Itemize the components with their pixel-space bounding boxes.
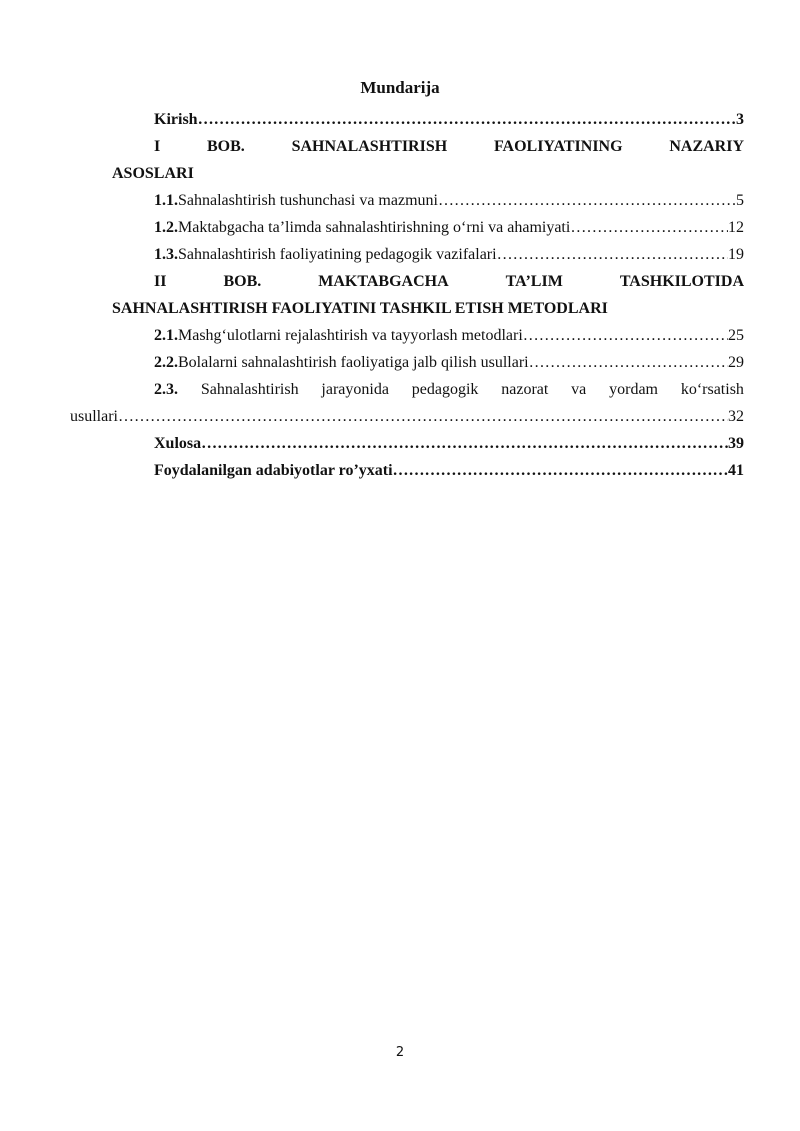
dot-leader [529, 349, 728, 376]
toc-entry-2-3-line1[interactable] [112, 376, 744, 403]
toc-entry-intro[interactable] [112, 106, 744, 133]
section-number: 1.3. [154, 246, 178, 263]
section-number: 2.3. [154, 381, 178, 398]
section-title-word: Sahnalashtirish [200, 381, 299, 398]
section-title-word: va [571, 381, 587, 398]
heading-word: NAZARIY [669, 138, 744, 155]
toc-page-number: 25 [728, 327, 744, 344]
dot-leader [393, 457, 728, 484]
toc-entry-1-2[interactable] [112, 214, 744, 241]
dot-leader [570, 214, 728, 241]
toc-page-number: 12 [728, 219, 744, 236]
section-title: usullari [70, 408, 118, 425]
chapter1-heading-line2: ASOSLARI [112, 165, 194, 182]
section-number: 2.2. [154, 354, 178, 371]
toc-page-number: 29 [728, 354, 744, 371]
heading-word: BOB. [207, 138, 245, 155]
toc-entry-label: Xulosa [154, 435, 202, 452]
toc-page-number: 32 [728, 408, 744, 425]
dot-leader [201, 430, 728, 457]
table-of-contents [70, 106, 744, 484]
toc-entry-label: Kirish [154, 111, 198, 128]
toc-entry-1-3[interactable] [112, 241, 744, 268]
toc-page-number: 5 [736, 192, 744, 209]
toc-entry-2-2[interactable] [112, 349, 744, 376]
section-title-word: nazorat [501, 381, 549, 398]
toc-page-number: 3 [736, 111, 744, 128]
section-title-word: yordam [609, 381, 658, 398]
heading-word: BOB. [223, 273, 262, 290]
toc-entry-2-1[interactable] [112, 322, 744, 349]
dot-leader [497, 241, 728, 268]
toc-entry-1-1[interactable] [112, 187, 744, 214]
heading-word: TASHKILOTIDA [619, 273, 744, 290]
toc-page-number: 39 [728, 435, 744, 452]
dot-leader [118, 403, 728, 430]
section-number: 2.1. [154, 327, 178, 344]
heading-word: MAKTABGACHA [318, 273, 449, 290]
chapter1-heading-line1[interactable] [112, 133, 744, 160]
page-number: 2 [395, 1045, 405, 1060]
section-title: Sahnalashtirish faoliyatining pedagogik vazifalari [178, 246, 497, 263]
heading-word: FAOLIYATINING [493, 138, 623, 155]
section-number: 1.1. [154, 192, 178, 209]
toc-entry-conclusion[interactable] [112, 430, 744, 457]
section-title-word: jarayonida [321, 381, 389, 398]
section-title: Bolalarni sahnalashtirish faoliyatiga jalb qilish usullari [178, 354, 529, 371]
heading-word: SAHNALASHTIRISH [291, 138, 448, 155]
heading-word: I [154, 138, 161, 155]
toc-entry-references[interactable] [112, 457, 744, 484]
section-title: Maktabgacha ta’limda sahnalashtirishning o‘rni va ahamiyati [178, 219, 571, 236]
toc-page-number: 19 [728, 246, 744, 263]
section-number: 1.2. [154, 219, 178, 236]
chapter2-heading-line1[interactable] [112, 268, 744, 295]
toc-title: Mundarija [360, 78, 440, 97]
dot-leader [523, 322, 728, 349]
dot-leader [438, 187, 736, 214]
toc-entry-label: Foydalanilgan adabiyotlar ro’yxati [154, 462, 393, 479]
toc-page-number: 41 [728, 462, 744, 479]
toc-entry-2-3-line2[interactable] [70, 403, 744, 430]
heading-word: TA’LIM [505, 273, 563, 290]
dot-leader [198, 106, 736, 133]
chapter2-heading-line2: SAHNALASHTIRISH FAOLIYATINI TASHKIL ETISH METODLARI [112, 300, 608, 317]
section-title-word: ko‘rsatish [680, 381, 744, 398]
section-title: Mashg‘ulotlarni rejalashtirish va tayyorlash metodlari [178, 327, 523, 344]
section-title-word: pedagogik [411, 381, 479, 398]
section-title: Sahnalashtirish tushunchasi va mazmuni [178, 192, 438, 209]
heading-word: II [154, 273, 167, 290]
